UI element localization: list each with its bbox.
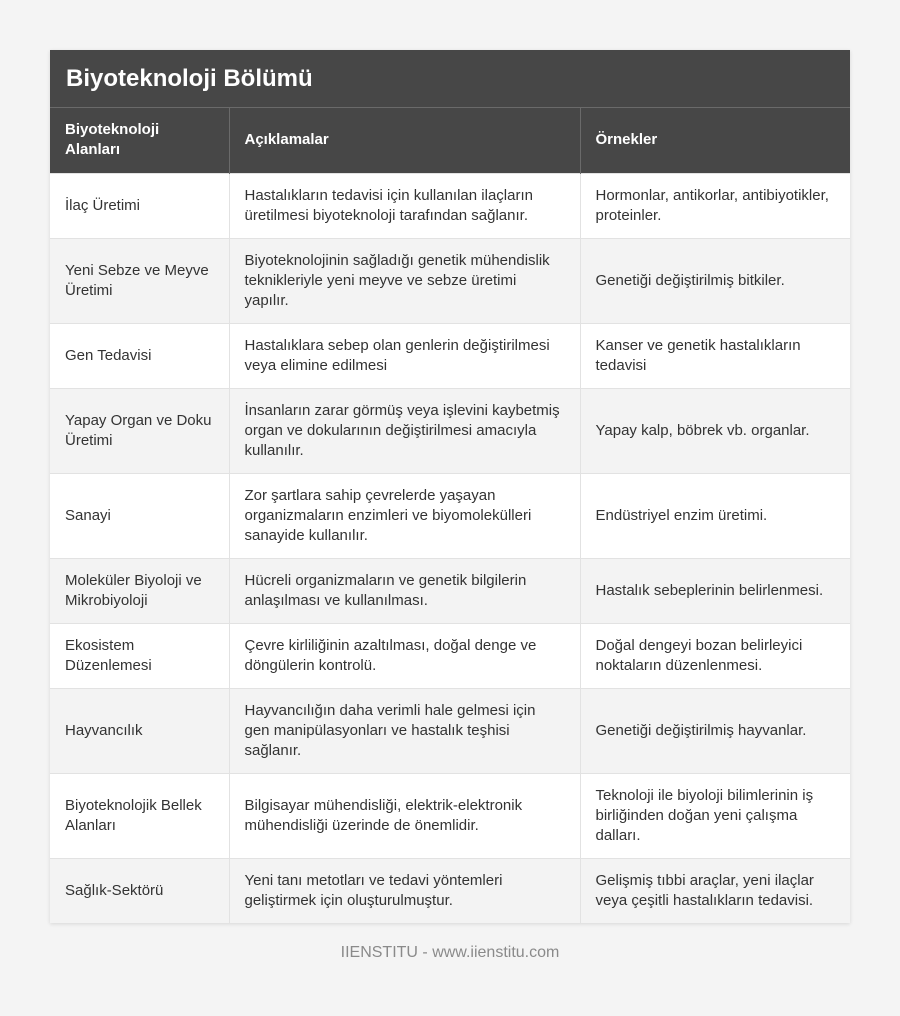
description-cell: Zor şartlara sahip çevrelerde yaşayan organizmaların enzimleri ve biyomolekülleri sanayide kullanılır.: [229, 473, 580, 558]
table-card: [50, 50, 850, 923]
description-cell: Çevre kirliliğinin azaltılması, doğal denge ve döngülerin kontrolü.: [229, 623, 580, 688]
table-row: [50, 858, 850, 923]
footer-credit: IIENSTITU - www.iienstitu.com: [340, 944, 560, 961]
example-cell: Yapay kalp, böbrek vb. organlar.: [580, 388, 850, 473]
description-cell: Hastalıklara sebep olan genlerin değiştirilmesi veya elimine edilmesi: [229, 323, 580, 388]
example-cell: Teknoloji ile biyoloji bilimlerinin iş birliğinden doğan yeni çalışma dalları.: [580, 773, 850, 858]
description-cell: Bilgisayar mühendisliği, elektrik-elektronik mühendisliği üzerinde de önemlidir.: [229, 773, 580, 858]
area-cell: Ekosistem Düzenlemesi: [50, 623, 229, 688]
example-cell: Hastalık sebeplerinin belirlenmesi.: [580, 558, 850, 623]
description-cell: Hücreli organizmaların ve genetik bilgilerin anlaşılması ve kullanılması.: [229, 558, 580, 623]
example-cell: Genetiği değiştirilmiş bitkiler.: [580, 238, 850, 323]
example-cell: Hormonlar, antikorlar, antibiyotikler, proteinler.: [580, 173, 850, 238]
table-row: [50, 238, 850, 323]
example-cell: Endüstriyel enzim üretimi.: [580, 473, 850, 558]
table-title: Biyoteknoloji Bölümü: [50, 50, 850, 108]
biotech-table: [50, 108, 850, 923]
area-cell: Moleküler Biyoloji ve Mikrobiyoloji: [50, 558, 229, 623]
area-cell: Sağlık-Sektörü: [50, 858, 229, 923]
description-cell: İnsanların zarar görmüş veya işlevini kaybetmiş organ ve dokularının değiştirilmesi amacıyla kullanılır.: [229, 388, 580, 473]
header-row: [50, 108, 850, 173]
area-cell: Gen Tedavisi: [50, 323, 229, 388]
example-cell: Gelişmiş tıbbi araçlar, yeni ilaçlar veya çeşitli hastalıkların tedavisi.: [580, 858, 850, 923]
area-cell: Biyoteknolojik Bellek Alanları: [50, 773, 229, 858]
table-row: [50, 558, 850, 623]
table-row: [50, 173, 850, 238]
column-header-examples: Örnekler: [580, 108, 850, 173]
table-row: [50, 473, 850, 558]
table-row: [50, 773, 850, 858]
table-row: [50, 323, 850, 388]
example-cell: Genetiği değiştirilmiş hayvanlar.: [580, 688, 850, 773]
column-header-areas: Biyoteknoloji Alanları: [50, 108, 229, 173]
description-cell: Hastalıkların tedavisi için kullanılan ilaçların üretilmesi biyoteknoloji tarafından sağlanır.: [229, 173, 580, 238]
table-row: [50, 388, 850, 473]
description-cell: Biyoteknolojinin sağladığı genetik mühendislik teknikleriyle yeni meyve ve sebze üretimi yapılır.: [229, 238, 580, 323]
area-cell: İlaç Üretimi: [50, 173, 229, 238]
area-cell: Yapay Organ ve Doku Üretimi: [50, 388, 229, 473]
example-cell: Kanser ve genetik hastalıkların tedavisi: [580, 323, 850, 388]
table-row: [50, 688, 850, 773]
area-cell: Yeni Sebze ve Meyve Üretimi: [50, 238, 229, 323]
description-cell: Yeni tanı metotları ve tedavi yöntemleri geliştirmek için oluşturulmuştur.: [229, 858, 580, 923]
column-header-descriptions: Açıklamalar: [229, 108, 580, 173]
example-cell: Doğal dengeyi bozan belirleyici noktaların düzenlenmesi.: [580, 623, 850, 688]
area-cell: Hayvancılık: [50, 688, 229, 773]
table-row: [50, 623, 850, 688]
area-cell: Sanayi: [50, 473, 229, 558]
description-cell: Hayvancılığın daha verimli hale gelmesi için gen manipülasyonları ve hastalık teşhisi sağlanır.: [229, 688, 580, 773]
